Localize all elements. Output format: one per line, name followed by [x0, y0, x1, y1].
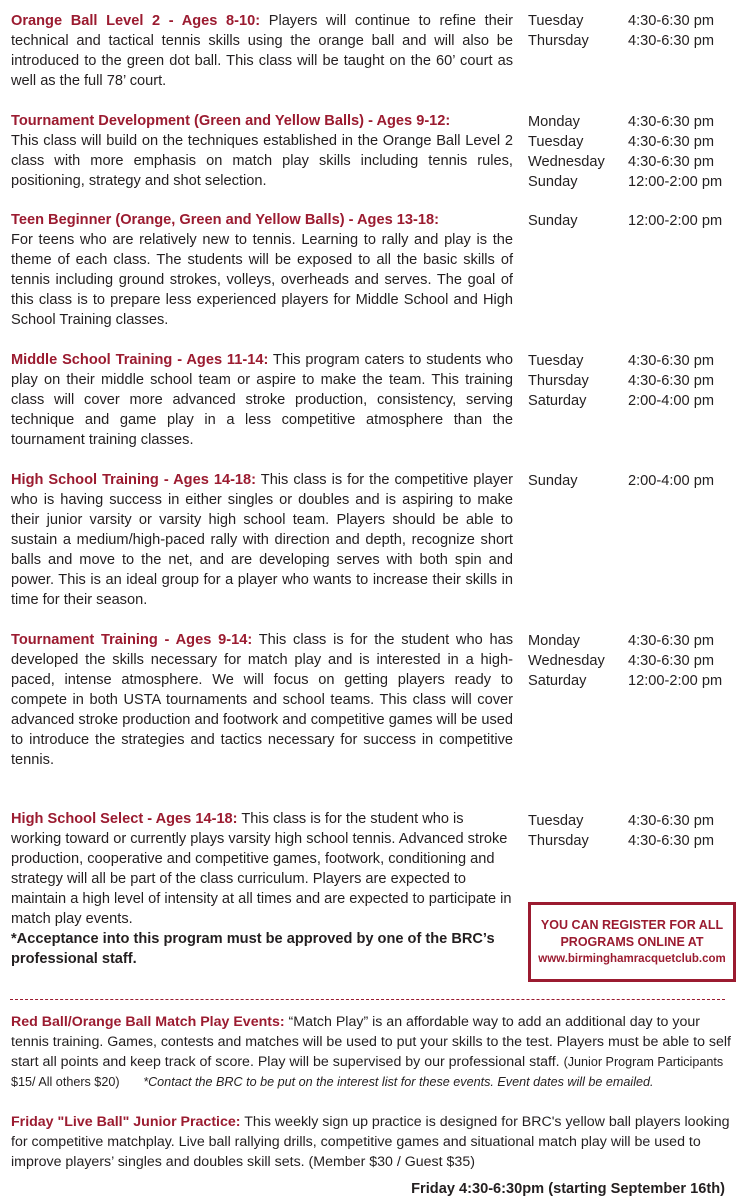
schedule-row — [528, 651, 740, 671]
program-title: High School Select - Ages 14-18: — [11, 811, 238, 827]
acceptance-note: *Acceptance into this program must be approved by one of the BRC’s professional staff. — [11, 931, 495, 967]
schedule-time: 2:00-4:00 pm — [628, 393, 714, 409]
event-description: This weekly sign up practice is designed for BRC's yellow ball players looking for competitive matchplay. Live ball rallying drills, competitive games and situational match play will be used to improve players’ singles and doubles skill sets. (Member $30 / Guest $35) — [11, 1114, 730, 1170]
program-title: Tournament Training - Ages 9-14: — [11, 632, 253, 648]
schedule-row — [528, 831, 740, 851]
schedule-row — [528, 671, 740, 691]
schedule-row — [528, 631, 740, 651]
schedule-row — [528, 811, 740, 831]
schedule-day: Saturday — [528, 673, 587, 689]
schedule-day: Thursday — [528, 373, 589, 389]
schedule-time: 4:30-6:30 pm — [628, 154, 714, 170]
program-high-school-training — [11, 470, 513, 610]
schedule-day: Wednesday — [528, 154, 605, 170]
program-description: This program caters to students who play on their middle school team or aspire to make the team. This training class will cover more advanced stroke production, consistency, serving technique and game play in a less competitive atmosphere than the tournament training classes. — [11, 352, 513, 448]
register-line-1: YOU CAN REGISTER FOR ALL — [540, 917, 724, 932]
program-teen-beginner — [11, 210, 513, 330]
schedule-time: 4:30-6:30 pm — [628, 833, 714, 849]
schedule-row — [528, 152, 740, 172]
section-divider — [10, 999, 725, 1000]
schedule-row — [528, 172, 740, 192]
schedule-time: 12:00-2:00 pm — [628, 213, 723, 229]
program-tournament-training — [11, 630, 513, 770]
schedule-time: 4:30-6:30 pm — [628, 813, 714, 829]
schedule-time: 4:30-6:30 pm — [628, 633, 714, 649]
schedule-time: 4:30-6:30 pm — [628, 353, 714, 369]
schedule-high-school-training — [528, 471, 740, 491]
event-match-play — [11, 1012, 733, 1092]
program-title: Teen Beginner (Orange, Green and Yellow Balls) - Ages 13-18: — [11, 212, 439, 228]
schedule-day: Wednesday — [528, 653, 605, 669]
schedule-row — [528, 31, 740, 51]
register-online-box — [528, 902, 736, 982]
program-title: High School Training - Ages 14-18: — [11, 472, 257, 488]
schedule-row — [528, 112, 740, 132]
schedule-orange-ball-level-2 — [528, 11, 740, 51]
schedule-time: 4:30-6:30 pm — [628, 653, 714, 669]
event-price: (Junior Program Participants $15/ All others $20) — [11, 1055, 724, 1089]
schedule-teen-beginner — [528, 211, 740, 231]
event-contact-note: *Contact the BRC to be put on the interest list for these events. Event dates will be emailed. — [143, 1075, 654, 1089]
schedule-high-school-select — [528, 811, 740, 851]
schedule-day: Tuesday — [528, 353, 584, 369]
schedule-middle-school-training — [528, 351, 740, 411]
program-title: Orange Ball Level 2 - Ages 8-10: — [11, 13, 261, 29]
program-title: Tournament Development (Green and Yellow Balls) - Ages 9-12: — [11, 113, 451, 129]
schedule-day: Saturday — [528, 393, 587, 409]
program-description: This class is for the student who has developed the skills necessary for match play and is interested in a high-paced, intense atmosphere. We will focus on getting players ready to compete in both USTA tournaments and school teams. This class will cover advanced stroke production and footwork and competitive games will be used to introduce the strategies and tactics necessary for success in competitive tennis. — [11, 632, 513, 768]
schedule-row — [528, 351, 740, 371]
schedule-row — [528, 11, 740, 31]
schedule-row — [528, 132, 740, 152]
schedule-row — [528, 391, 740, 411]
event-friday-live-ball — [11, 1112, 733, 1172]
event-title: Red Ball/Orange Ball Match Play Events: — [11, 1014, 285, 1030]
program-description: This class is for the competitive player who is having success in either singles or doubles and is aspiring to make their junior varsity or varsity high school team. Players should be able to sustain a medium/high-paced rally with direction and depth, recognize short balls and move to the net, and are developing serves with both spin and power. This is an ideal group for a player who wants to increase their skills in time for their season. — [11, 472, 514, 608]
register-url-link[interactable]: www.birminghamracquetclub.com — [538, 952, 726, 965]
schedule-day: Thursday — [528, 33, 589, 49]
schedule-row — [528, 471, 740, 491]
event-title: Friday "Live Ball" Junior Practice: — [11, 1114, 241, 1130]
schedule-day: Tuesday — [528, 13, 584, 29]
schedule-time: 4:30-6:30 pm — [628, 373, 714, 389]
program-description: This class is for the student who is working toward or currently plays varsity high school tennis. Advanced stroke production, cooperative and competitive games, footwork, conditioning and strategy will all be part of the class curriculum. Players are expected to maintain a high level of intensity at all times and are expected to participate in match play events. — [11, 811, 512, 927]
event-description: “Match Play” is an affordable way to add an additional day to your tennis training. Games, contests and matches will be used to put your skills to the test. Players must be able to self start all points and keep track of score. Play will be supervised by our professional staff. — [11, 1014, 731, 1070]
schedule-day: Monday — [528, 633, 580, 649]
program-tournament-development — [11, 111, 513, 191]
program-orange-ball-level-2 — [11, 11, 513, 91]
schedule-tournament-training — [528, 631, 740, 691]
program-description: Players will continue to refine their technical and tactical tennis skills using the orange ball and will also be introduced to the green dot ball. This class will be taught on the 60’ court as well as the full 78’ court. — [11, 13, 513, 89]
schedule-day: Tuesday — [528, 813, 584, 829]
program-middle-school-training — [11, 350, 513, 450]
program-description: For teens who are relatively new to tennis. Learning to rally and play is the theme of each class. The students will be exposed to all the basic skills of tennis including ground strokes, volleys, overheads and serves. The goal of this class is to prepare less experienced players for Middle School and High School Training classes. — [11, 232, 513, 328]
schedule-time: 12:00-2:00 pm — [628, 673, 723, 689]
schedule-time: 4:30-6:30 pm — [628, 114, 714, 130]
schedule-tournament-development — [528, 112, 740, 192]
schedule-day: Sunday — [528, 174, 578, 190]
friday-schedule-line: Friday 4:30-6:30pm (starting September 16th) — [411, 1181, 725, 1197]
schedule-day: Sunday — [528, 213, 578, 229]
schedule-time: 4:30-6:30 pm — [628, 134, 714, 150]
program-high-school-select — [11, 809, 513, 969]
register-line-2: PROGRAMS ONLINE AT — [560, 934, 704, 949]
schedule-row — [528, 371, 740, 391]
program-title: Middle School Training - Ages 11-14: — [11, 352, 269, 368]
schedule-day: Thursday — [528, 833, 589, 849]
program-description: This class will build on the techniques established in the Orange Ball Level 2 class with more emphasis on match play skills including tennis rules, positioning, strategy and shot selection. — [11, 133, 513, 189]
schedule-day: Sunday — [528, 473, 578, 489]
schedule-time: 4:30-6:30 pm — [628, 33, 714, 49]
schedule-time: 2:00-4:00 pm — [628, 473, 714, 489]
schedule-time: 12:00-2:00 pm — [628, 174, 723, 190]
schedule-day: Monday — [528, 114, 580, 130]
schedule-day: Tuesday — [528, 134, 584, 150]
schedule-time: 4:30-6:30 pm — [628, 13, 714, 29]
schedule-row — [528, 211, 740, 231]
